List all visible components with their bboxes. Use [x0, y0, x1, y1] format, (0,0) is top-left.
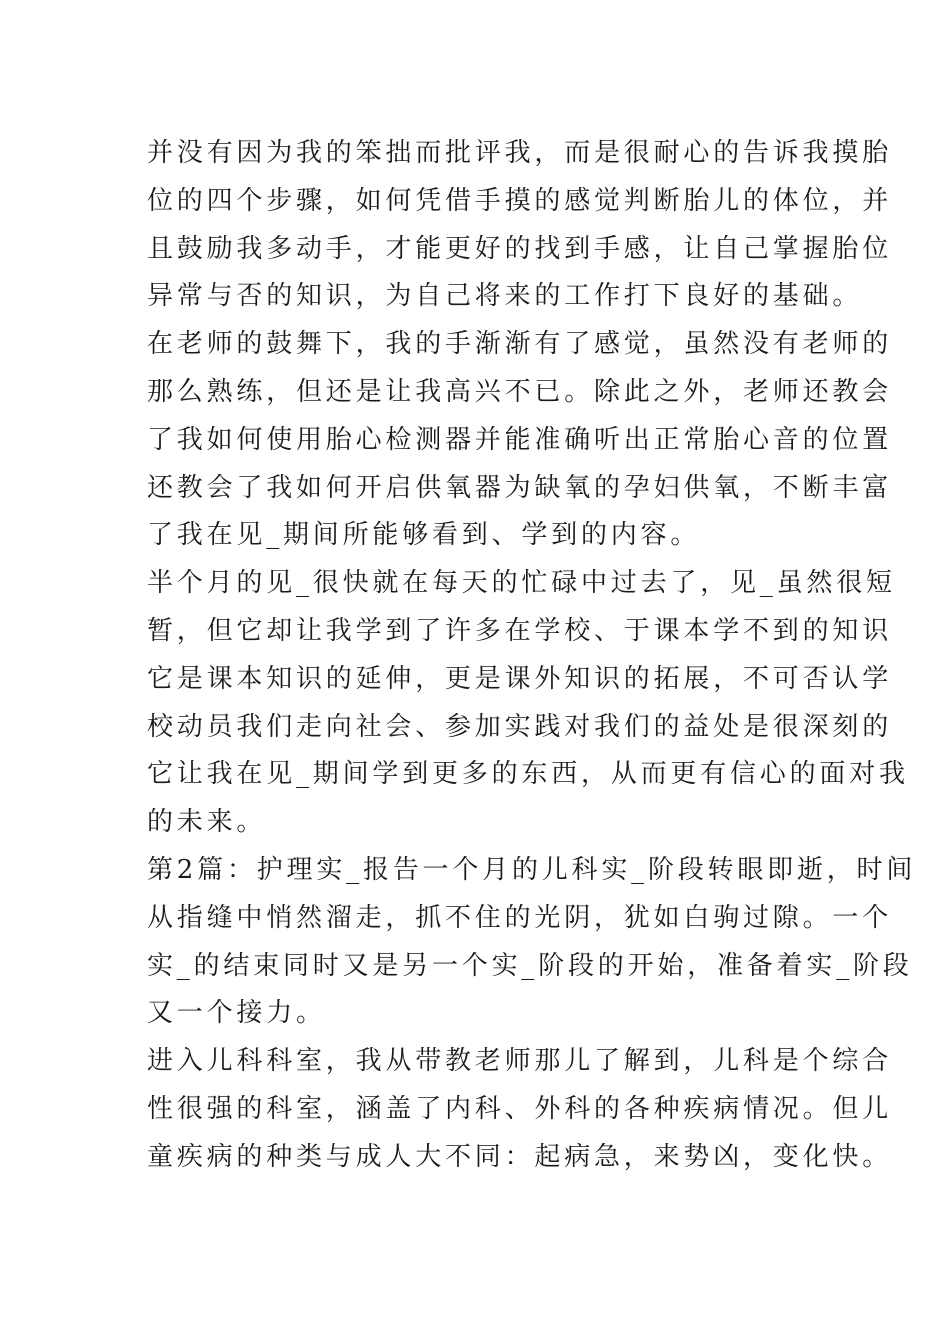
text-line: 了我在见_期间所能够看到、学到的内容。 [147, 520, 701, 551]
text-line: 那么熟练，但还是让我高兴不已。除此之外，老师还教会 [147, 376, 893, 407]
text-line: 异常与否的知识，为自己将来的工作打下良好的基础。 [147, 281, 863, 312]
paragraph-2 [147, 321, 893, 560]
text-line: 从指缝中悄然溜走，抓不住的光阴，犹如白驹过隙。一个 [147, 902, 893, 933]
text-line: 童疾病的种类与成人大不同：起病急，来势凶，变化快。 [147, 1141, 893, 1172]
text-line: 它是课本知识的延伸，更是课外知识的拓展，不可否认学 [147, 663, 893, 694]
paragraph-3 [147, 560, 909, 847]
paragraph-5 [147, 1038, 893, 1181]
text-line: 的未来。 [147, 807, 267, 838]
text-line: 校动员我们走向社会、参加实践对我们的益处是很深刻的 [147, 711, 893, 742]
text-line: 又一个接力。 [147, 998, 326, 1029]
text-line: 在老师的鼓舞下，我的手渐渐有了感觉，虽然没有老师的 [147, 329, 893, 360]
text-line: 第2篇：护理实_报告一个月的儿科实_阶段转眼即逝，时间 [147, 854, 917, 885]
text-line: 了我如何使用胎心检测器并能准确听出正常胎心音的位置 [147, 424, 893, 455]
text-line: 且鼓励我多动手，才能更好的找到手感，让自己掌握胎位 [147, 233, 893, 264]
document-body [147, 130, 917, 1182]
text-line: 进入儿科科室，我从带教老师那儿了解到，儿科是个综合 [147, 1046, 893, 1077]
text-line: 位的四个步骤，如何凭借手摸的感觉判断胎儿的体位，并 [147, 185, 893, 216]
text-line: 它让我在见_期间学到更多的东西，从而更有信心的面对我 [147, 759, 909, 790]
paragraph-4 [147, 847, 917, 1038]
paragraph-1 [147, 130, 893, 321]
text-line: 暂，但它却让我学到了许多在学校、于课本学不到的知识 [147, 615, 893, 646]
text-line: 还教会了我如何开启供氧器为缺氧的孕妇供氧，不断丰富 [147, 472, 893, 503]
text-line: 实_的结束同时又是另一个实_阶段的开始，准备着实_阶段 [147, 950, 913, 981]
text-line: 半个月的见_很快就在每天的忙碌中过去了，见_虽然很短 [147, 568, 896, 599]
text-line: 性很强的科室，涵盖了内科、外科的各种疾病情况。但儿 [147, 1093, 893, 1124]
text-line: 并没有因为我的笨拙而批评我，而是很耐心的告诉我摸胎 [147, 138, 893, 168]
